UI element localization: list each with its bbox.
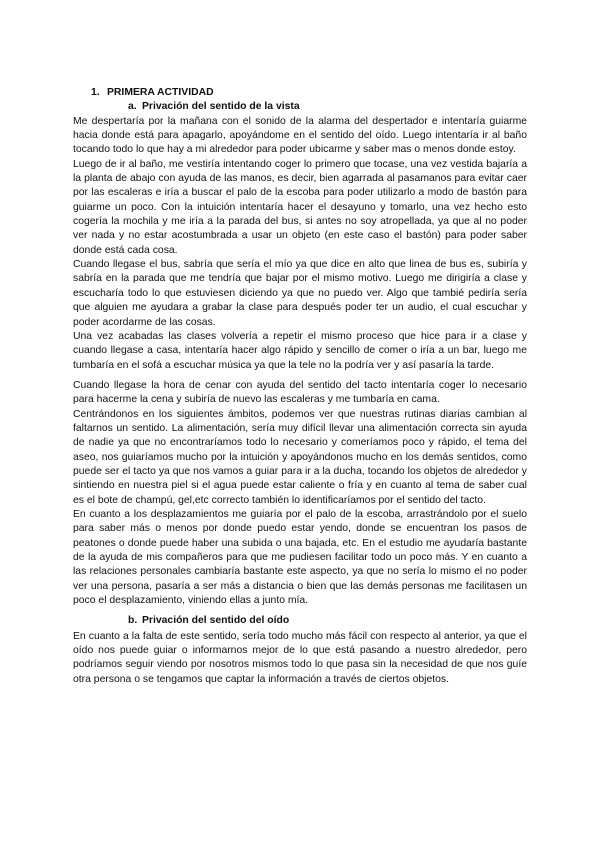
paragraph: Cuando llegase el bus, sabría que sería el mío ya que dice en alto que linea de bus es, subiría y sabría en la parada que me tendría que bajar por el mismo motivo. Luego me dirigiría a clase y escucharía todo lo que estuviesen diciendo ya que no puedo ver. Algo que tambié pediría sería que alguien me ayudara a grabar la clase para después poder ter un audio, el cual escuchar y poder acordarme de las cosas.	[73, 259, 527, 328]
heading-primera-actividad	[73, 86, 527, 100]
section-a-heading	[73, 100, 527, 114]
document-page	[73, 86, 527, 687]
section-b-heading	[73, 614, 527, 628]
heading-number: 1.	[91, 87, 100, 98]
paragraph: En cuanto a los desplazamientos me guiaría por el palo de la escoba, arrastrándolo por el suelo para saber más o menos por donde puedo estar yendo, donde se encuentran los pasos de peatones o donde puede haber una subida o una bajada, etc. En el estudio me ayudaría bastante de la ayuda de mis compañeros para que me pudiesen facilitar todo un poco más. Y en cuanto a las relaciones personales cambiaría bastante este aspecto, ya que no sería lo mismo el no poder ver una persona, pasaría a ser más a distancia o bien que las demás personas me facilitasen un poco el desplazamiento, viniendo ellas a junto mía.	[73, 508, 527, 607]
paragraph: En cuanto a la falta de este sentido, sería todo mucho más fácil con respecto al anterior, ya que el oído nos puede guiar o informarnos mejor de lo que está pasando a nuestro alrededor, pero podríamos seguir viendo por nosotros mismos todo lo que pasa sin la necesidad de que nos guíe otra persona o se tengamos que captar la información a través de ciertos objetos.	[73, 630, 527, 685]
heading-title: PRIMERA ACTIVIDAD	[107, 87, 214, 98]
paragraph: Me despertaría por la mañana con el sonido de la alarma del despertador e intentaría guiarme hacia donde está para apagarlo, apoyándome en el sentido del oído. Luego intentaría ir al baño tocando todo lo que hay a mi alrededor para poder ubicarme y saber mas o menos donde estoy.	[73, 115, 527, 156]
paragraph: Luego de ir al baño, me vestiría intentando coger lo primero que tocase, una vez vestida bajaría a la planta de abajo con ayuda de las manos, es decir, bien agarrada al pasamanos para evitar caer por las escaleras e iría a buscar el palo de la escoba para poder utilizarlo a modo de bastón para guiarme un poco. Con la intuición intentaría hacer el desayuno y tomarlo, una vez hecho esto cogería la mochila y me iría a la parada del bus, si antes no soy atropellada, ya que al no poder ver nada y no estar acostumbrada a usar un objeto (en este caso el bastón) para poder saber donde está cada cosa.	[73, 158, 527, 256]
paragraph: Una vez acabadas las clases volvería a repetir el mismo proceso que hice para ir a clase y cuando llegase a casa, intentaría hacer algo rápido y sencillo de comer o iría a un bar, luego me tumbaría en el sofá a escuchar música ya que la tele no la podría ver y así pasaría la tarde.	[73, 330, 527, 371]
paragraph: Centrándonos en los siguientes ámbitos, podemos ver que nuestras rutinas diarias cambian al faltarnos un sentido. La alimentación, sería muy difícil llevar una alimentación correcta sin ayuda de nadie ya que no encontraríamos todo lo necesario y comeríamos poco y rápido, el tema del aseo, nos guiaríamos mucho por la intuición y apoyándonos mucho en los demás sentidos, como puede ser el tacto ya que nos vamos a guiar para ir a la ducha, tocando los objetos de alrededor y sintiendo en nuestra piel si el agua puede estar caliente o fría y en cuanto al tema de saber cual es el bote de champú, gel,etc correcto también lo identificaríamos por el sentido del tacto.	[73, 408, 527, 506]
section-b-letter: b.	[128, 615, 138, 627]
section-a-letter: a.	[128, 101, 137, 113]
section-b-title: Privación del sentido del oído	[142, 615, 290, 627]
paragraph: Cuando llegase la hora de cenar con ayuda del sentido del tacto intentaría coger lo necesario para hacerme la cena y subiría de nuevo las escaleras y me tumbaría en cama.	[73, 379, 527, 406]
section-a-title: Privación del sentido de la vista	[142, 101, 300, 113]
